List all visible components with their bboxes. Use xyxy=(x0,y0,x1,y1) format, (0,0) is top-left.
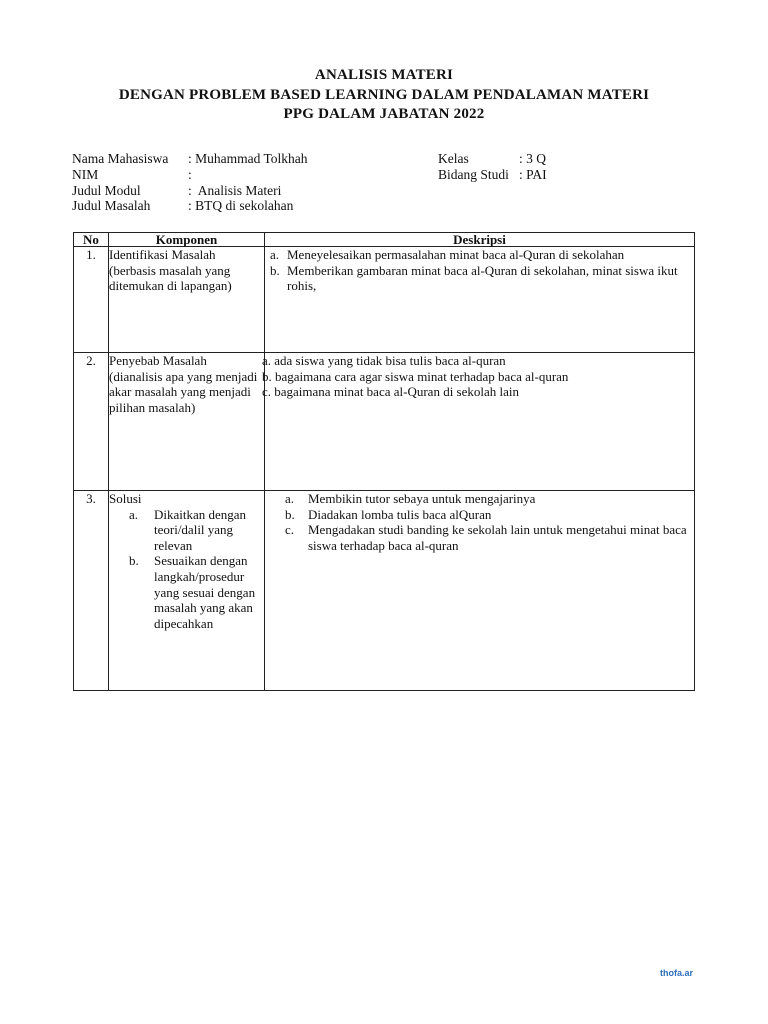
list-text: Memberikan gambaran minat baca al-Quran di sekolahan, minat siswa ikut rohis, xyxy=(287,262,678,294)
komponen-title: Penyebab Masalah xyxy=(109,353,207,368)
komponen-note: (berbasis masalah yang ditemukan di lapangan) xyxy=(109,262,232,294)
info-row-nim xyxy=(72,167,308,183)
list-text: Sesuaikan dengan langkah/prosedur yang sesuai dengan masalah yang akan dipecahkan xyxy=(154,553,256,631)
list-item xyxy=(265,522,694,553)
list-item xyxy=(265,491,694,507)
deskripsi-cell xyxy=(265,491,695,691)
deskripsi-line: c. bagaimana minat baca al-Quran di sekolah lain xyxy=(262,384,520,400)
header-deskripsi: Deskripsi xyxy=(265,233,695,247)
row-number: 3. xyxy=(74,491,109,691)
deskripsi-list xyxy=(265,247,694,294)
komponen-cell xyxy=(109,491,265,691)
deskripsi-cell xyxy=(262,353,695,491)
list-marker: a. xyxy=(129,506,139,522)
list-item xyxy=(265,507,694,523)
deskripsi-list xyxy=(265,491,694,553)
info-row-bidang-studi xyxy=(438,167,547,183)
komponen-list xyxy=(109,507,264,632)
table-header-row xyxy=(74,233,695,247)
header-komponen: Komponen xyxy=(109,233,265,247)
info-label: Kelas xyxy=(438,151,469,166)
info-value: : PAI xyxy=(519,166,547,182)
title-line-1: ANALISIS MATERI xyxy=(314,67,454,83)
list-text: Membikin tutor sebaya untuk mengajarinya xyxy=(308,491,536,506)
info-value: : xyxy=(188,166,192,182)
info-label: Judul Modul xyxy=(72,182,141,198)
list-text: Mengadakan studi banding ke sekolah lain untuk mengetahui minat baca siswa terhadap baca al-quran xyxy=(308,522,687,553)
deskripsi-line: a. ada siswa yang tidak bisa tulis baca al-quran xyxy=(262,353,506,368)
table-row xyxy=(74,247,695,353)
student-info-right xyxy=(438,151,547,183)
info-label: Nama Mahasiswa xyxy=(72,151,169,166)
list-marker: a. xyxy=(270,247,280,262)
analysis-table xyxy=(73,232,695,691)
list-item xyxy=(265,247,694,263)
list-text: Meneyelesaikan permasalahan minat baca al-Quran di sekolahan xyxy=(287,247,625,262)
deskripsi-line: b. bagaimana cara agar siswa minat terhadap baca al-quran xyxy=(262,368,569,384)
info-value: : Muhammad Tolkhah xyxy=(188,151,308,166)
table-row xyxy=(74,491,695,691)
header-no: No xyxy=(74,233,109,247)
list-text: Dikaitkan dengan teori/dalil yang relevan xyxy=(154,506,247,553)
info-value: : BTQ di sekolahan xyxy=(188,198,294,214)
title-line-3: PPG DALAM JABATAN 2022 xyxy=(283,106,485,122)
info-row-judul-modul xyxy=(72,183,308,199)
row-number: 2. xyxy=(74,353,109,491)
list-marker: b. xyxy=(270,262,280,278)
list-item xyxy=(265,263,694,294)
list-item xyxy=(109,553,264,631)
table-row xyxy=(74,353,695,491)
watermark: thofa.ar xyxy=(660,968,694,978)
info-row-judul-masalah xyxy=(72,198,308,214)
info-label: Judul Masalah xyxy=(72,198,151,214)
info-value: : Analisis Materi xyxy=(188,182,282,198)
komponen-note: (dianalisis apa yang menjadi akar masalah yang menjadi pilihan masalah) xyxy=(109,368,258,415)
list-marker: b. xyxy=(129,553,139,569)
deskripsi-cell xyxy=(265,247,695,353)
list-item xyxy=(109,507,264,554)
komponen-title: Identifikasi Masalah xyxy=(109,247,216,262)
student-info-left xyxy=(72,151,308,214)
komponen-title: Solusi xyxy=(109,491,142,506)
info-label: NIM xyxy=(72,166,99,182)
list-marker: c. xyxy=(285,522,295,538)
komponen-cell xyxy=(109,353,265,491)
info-row-kelas xyxy=(438,151,547,167)
info-label: Bidang Studi xyxy=(438,166,509,182)
title-line-2: DENGAN PROBLEM BASED LEARNING DALAM PENDALAMAN MATERI xyxy=(118,86,650,103)
list-text: Diadakan lomba tulis baca alQuran xyxy=(308,506,492,522)
row-number: 1. xyxy=(74,247,109,353)
list-marker: a. xyxy=(285,491,295,506)
list-marker: b. xyxy=(285,506,295,522)
komponen-cell xyxy=(109,247,265,353)
document-header xyxy=(0,66,768,125)
info-value: : 3 Q xyxy=(519,151,546,166)
info-row-nama xyxy=(72,151,308,167)
